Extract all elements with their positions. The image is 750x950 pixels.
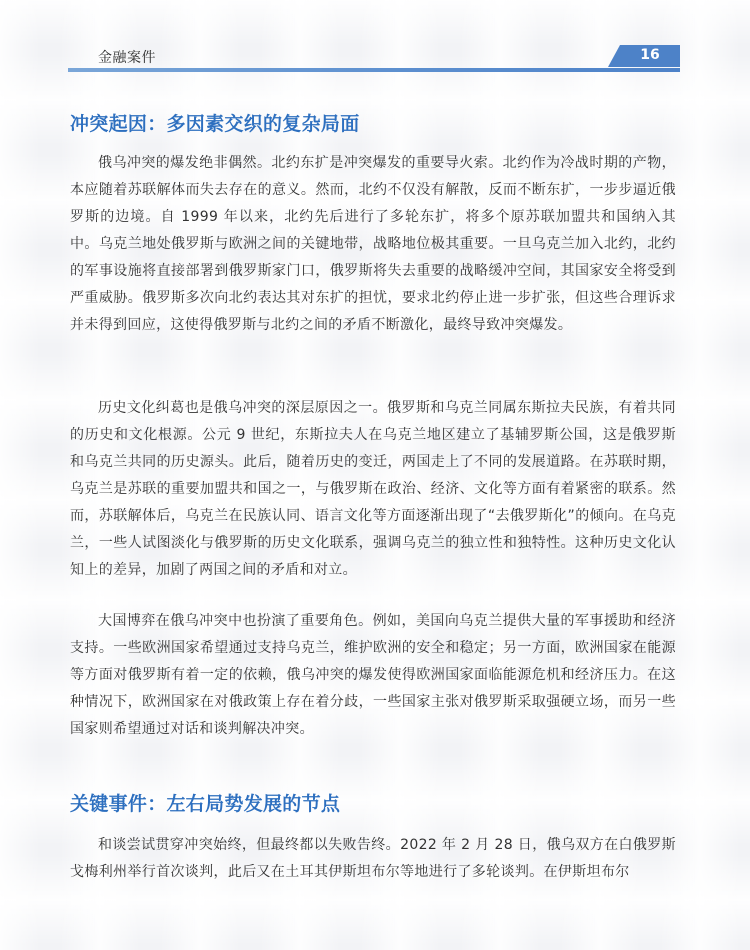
paragraph: 和谈尝试贯穿冲突始终，但最终都以失败告终。2022 年 2 月 28 日，俄乌双方在白俄罗斯戈梅利州举行首次谈判，此后又在土耳其伊斯坦布尔等地进行了多轮谈判。在伊斯坦布尔: [70, 837, 676, 880]
page-header: [68, 40, 680, 74]
section-heading-key-events: 关键事件：左右局势发展的节点: [70, 793, 341, 815]
page-number: 16: [640, 47, 660, 63]
paragraph: 历史文化纠葛也是俄乌冲突的深层原因之一。俄罗斯和乌克兰同属东斯拉夫民族，有着共同的历史和文化根源。公元 9 世纪，东斯拉夫人在乌克兰地区建立了基辅罗斯公国，这是俄罗斯和乌克兰共同的历史源头。此后，随着历史的变迁，两国走上了不同的发展道路。在苏联时期，乌克兰是苏联的重要加盟共和国之一，与俄罗斯在政治、经济、文化等方面有着紧密的联系。然而，苏联解体后，乌克兰在民族认同、语言文化等方面逐渐出现了“去俄罗斯化”的倾向。在乌克兰，一些人试图淡化与俄罗斯的历史文化联系，强调乌克兰的独立性和独特性。这种历史文化认知上的差异，加剧了两国之间的矛盾和对立。: [70, 400, 676, 578]
paragraph: 俄乌冲突的爆发绝非偶然。北约东扩是冲突爆发的重要导火索。北约作为冷战时期的产物，本应随着苏联解体而失去存在的意义。然而，北约不仅没有解散，反而不断东扩，一步步逼近俄罗斯的边境。自 1999 年以来，北约先后进行了多轮东扩，将多个原苏联加盟共和国纳入其中。乌克兰地处俄罗斯与欧洲之间的关键地带，战略地位极其重要。一旦乌克兰加入北约，北约的军事设施将直接部署到俄罗斯家门口，俄罗斯将失去重要的战略缓冲空间，其国家安全将受到严重威胁。俄罗斯多次向北约表达其对东扩的担忧，要求北约停止进一步扩张，但这些合理诉求并未得到回应，这使得俄罗斯与北约之间的矛盾不断激化，最终导致冲突爆发。: [70, 155, 676, 333]
paragraph: 大国博弈在俄乌冲突中也扮演了重要角色。例如，美国向乌克兰提供大量的军事援助和经济支持。一些欧洲国家希望通过支持乌克兰，维护欧洲的安全和稳定；另一方面，欧洲国家在能源等方面对俄罗斯有着一定的依赖，俄乌冲突的爆发使得欧洲国家面临能源危机和经济压力。在这种情况下，欧洲国家在对俄政策上存在着分歧，一些国家主张对俄罗斯采取强硬立场，而另一些国家则希望通过对话和谈判解决冲突。: [70, 613, 676, 737]
section-heading-causes: 冲突起因：多因素交织的复杂局面: [70, 113, 360, 135]
header-title: 金融案件: [98, 50, 156, 66]
page-number-tab: [608, 45, 680, 67]
header-divider: [68, 68, 680, 72]
